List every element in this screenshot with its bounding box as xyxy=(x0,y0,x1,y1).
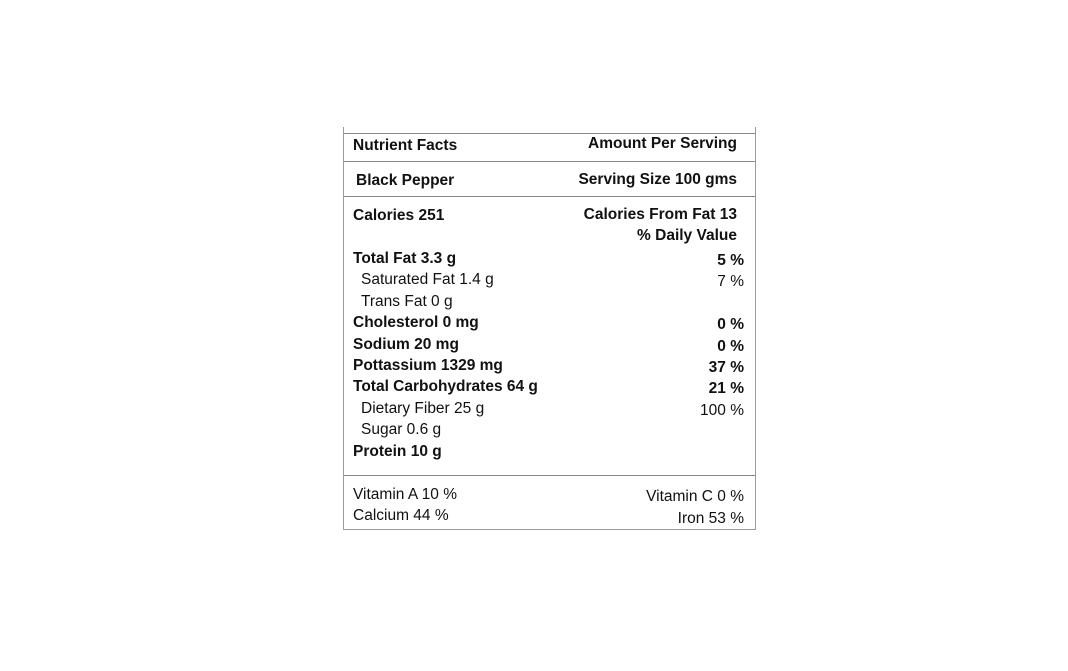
dv-total-carbohydrates: 21 % xyxy=(708,380,744,397)
nutrient-total-fat: Total Fat 3.3 g xyxy=(353,250,457,267)
divider-header xyxy=(344,161,755,162)
nutrient-saturated-fat: Saturated Fat 1.4 g xyxy=(361,271,494,288)
dv-total-fat: 5 % xyxy=(717,252,744,269)
calories-from-fat: Calories From Fat 13 xyxy=(583,206,737,223)
dv-saturated-fat: 7 % xyxy=(717,273,744,290)
calcium: Calcium 44 % xyxy=(353,507,449,524)
dv-dietary-fiber: 100 % xyxy=(700,402,744,419)
divider-product xyxy=(344,196,755,197)
divider-top xyxy=(344,133,755,134)
divider-vitamins xyxy=(344,475,755,476)
vitamin-c: Vitamin C 0 % xyxy=(646,488,744,505)
nutrient-protein: Protein 10 g xyxy=(353,443,442,460)
iron: Iron 53 % xyxy=(677,510,744,527)
nutrient-potassium: Pottassium 1329 mg xyxy=(353,357,503,374)
dv-potassium: 37 % xyxy=(708,359,744,376)
daily-value-header: % Daily Value xyxy=(637,227,737,244)
nutrient-total-carbohydrates: Total Carbohydrates 64 g xyxy=(353,378,538,395)
nutrient-cholesterol: Cholesterol 0 mg xyxy=(353,314,479,331)
product-name: Black Pepper xyxy=(356,172,455,189)
nutrition-label xyxy=(343,127,756,530)
nutrient-dietary-fiber: Dietary Fiber 25 g xyxy=(361,400,485,417)
serving-size: Serving Size 100 gms xyxy=(578,171,737,188)
nutrient-trans-fat: Trans Fat 0 g xyxy=(361,293,453,310)
calories: Calories 251 xyxy=(353,207,445,224)
dv-cholesterol: 0 % xyxy=(717,316,744,333)
vitamin-a: Vitamin A 10 % xyxy=(353,486,457,503)
nutrient-sugar: Sugar 0.6 g xyxy=(361,421,442,438)
label-title: Nutrient Facts xyxy=(353,137,458,154)
dv-sodium: 0 % xyxy=(717,338,744,355)
amount-per-serving: Amount Per Serving xyxy=(588,135,737,152)
nutrient-sodium: Sodium 20 mg xyxy=(353,336,459,353)
